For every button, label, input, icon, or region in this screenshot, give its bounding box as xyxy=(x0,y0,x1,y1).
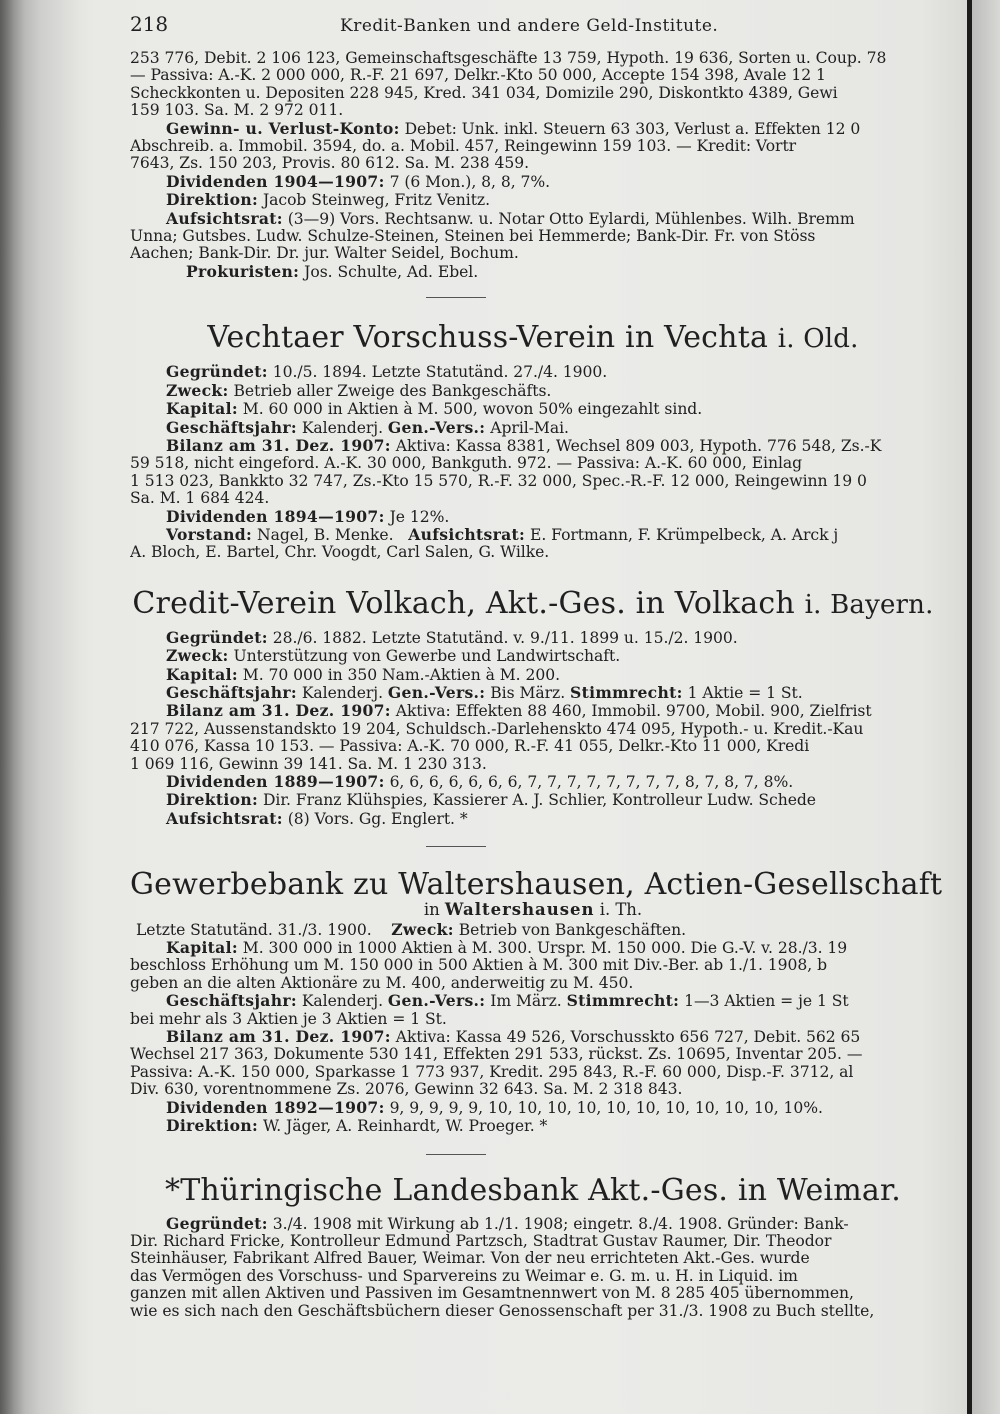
company-title-small: i. Old. xyxy=(777,324,859,355)
kapital-value: M. 300 000 in 1000 Aktien à M. 300. Urspr. M. 150 000. Die G.-V. v. 28./3. 19 xyxy=(242,939,848,958)
kapital-line xyxy=(130,666,936,684)
statut-line xyxy=(130,921,936,939)
stimmrecht-label: Stimmrecht: xyxy=(570,683,683,702)
prokuristen-line xyxy=(130,263,936,281)
body-line: wie es sich nach den Geschäftsbüchern dieser Genossenschaft per 31./3. 1908 zu Buch stellte, xyxy=(130,1302,875,1320)
body-line: 1 069 116, Gewinn 39 141. Sa. M. 1 230 313. xyxy=(130,755,487,773)
genvers-value: Bis März. xyxy=(490,683,566,702)
company-title xyxy=(130,586,936,623)
zweck-label: Zweck: xyxy=(391,920,454,939)
direktion-label: Direktion: xyxy=(166,1117,259,1136)
bilanz-value: Aktiva: Effekten 88 460, Immobil. 9700, Mobil. 900, Zielfrist xyxy=(395,702,872,721)
dividenden-line xyxy=(130,1099,936,1117)
page-number: 218 xyxy=(130,12,169,36)
subtitle-prefix: in xyxy=(423,900,440,920)
company-title xyxy=(130,867,943,903)
company-title xyxy=(130,1173,936,1209)
zweck-value: Betrieb aller Zweige des Bankgeschäfts. xyxy=(233,381,552,400)
body-line: Unna; Gutsbes. Ludw. Schulze-Steinen, Steinen bei Hemmerde; Bank-Dir. Fr. von Stöss xyxy=(130,228,816,246)
zweck-line xyxy=(130,382,936,400)
gegruendet-label: Gegründet: xyxy=(166,1214,268,1233)
running-head xyxy=(130,14,936,50)
body-line: Passiva: A.-K. 150 000, Sparkasse 1 773 937, Kredit. 295 843, R.-F. 60 000, Disp.-F. 3712, al xyxy=(130,1063,854,1081)
section-waltershausen xyxy=(130,867,943,1136)
subtitle-suffix: i. Th. xyxy=(599,900,643,920)
body-line: bei mehr als 3 Aktien je 3 Aktien = 1 St. xyxy=(130,1010,447,1028)
running-head-title: Kredit-Banken und andere Geld-Institute. xyxy=(340,16,719,36)
dividenden-value: 6, 6, 6, 6, 6, 6, 6, 7, 7, 7, 7, 7, 7, 7, 7, 8, 7, 8, 7, 8%. xyxy=(389,773,794,791)
dividenden-line xyxy=(130,773,936,791)
aufsichtsrat-line xyxy=(130,810,936,828)
zweck-line xyxy=(130,647,936,665)
direktion-value: Dir. Franz Klühspies, Kassierer A. J. Schlier, Kontrolleur Ludw. Schede xyxy=(262,791,816,810)
vorstand-line xyxy=(130,526,936,544)
genvers-value: April-Mai. xyxy=(490,418,569,437)
genvers-label: Gen.-Vers.: xyxy=(387,683,486,702)
aufsichtsrat-label: Aufsichtsrat: xyxy=(166,809,283,828)
body-line: Sa. M. 1 684 424. xyxy=(130,490,270,508)
geschaeftsjahr-value: Kalenderj. xyxy=(301,992,383,1011)
genvers-label: Gen.-Vers.: xyxy=(387,992,486,1011)
gegruendet-value: 28./6. 1882. Letzte Statutänd. v. 9./11. 1899 u. 15./2. 1900. xyxy=(272,628,738,647)
aufsichtsrat-value: E. Fortmann, F. Krümpelbeck, A. Arck j xyxy=(530,525,839,544)
section-divider xyxy=(426,1154,486,1155)
gegruendet-label: Gegründet: xyxy=(166,628,268,647)
bilanz-line xyxy=(130,1028,936,1046)
bilanz-label: Bilanz am 31. Dez. 1907: xyxy=(166,436,391,455)
section-divider xyxy=(426,297,486,298)
dividenden-value: 7 (6 Mon.), 8, 8, 7%. xyxy=(389,172,551,191)
dividenden-label: Dividenden 1889—1907: xyxy=(166,773,385,791)
kapital-label: Kapital: xyxy=(166,665,238,684)
bilanz-value: Aktiva: Kassa 49 526, Vorschusskto 656 727, Debit. 562 65 xyxy=(395,1028,861,1047)
section-continuation xyxy=(130,50,936,281)
geschaeftsjahr-line xyxy=(130,992,936,1010)
bilanz-label: Bilanz am 31. Dez. 1907: xyxy=(166,702,391,721)
body-line: Wechsel 217 363, Dokumente 530 141, Effekten 291 533, rückst. Zs. 10695, Inventar 205. — xyxy=(130,1046,863,1064)
gewinn-line xyxy=(130,120,936,138)
subtitle-city: Waltershausen xyxy=(444,900,595,920)
kapital-value: M. 70 000 in 350 Nam.-Aktien à M. 200. xyxy=(242,665,561,684)
zweck-label: Zweck: xyxy=(166,381,229,400)
body-line: das Vermögen des Vorschuss- und Sparvereins zu Weimar e. G. m. u. H. in Liquid. im xyxy=(130,1267,798,1285)
geschaeftsjahr-line xyxy=(130,684,936,702)
dividenden-label: Dividenden 1904—1907: xyxy=(166,172,385,191)
body-line: Abschreib. a. Immobil. 3594, do. a. Mobil. 457, Reingewinn 159 103. — Kredit: Vortr xyxy=(130,138,797,156)
body-line: ganzen mit allen Aktiven und Passiven im Gesamtnennwert von M. 8 285 405 übernommen, xyxy=(130,1285,854,1303)
right-edge-rule xyxy=(967,0,972,1414)
dividenden-label: Dividenden 1894—1907: xyxy=(166,507,385,526)
gewinn-label: Gewinn- u. Verlust-Konto: xyxy=(166,119,400,138)
dividenden-line xyxy=(130,508,936,526)
statut-value: Letzte Statutänd. 31./3. 1900. xyxy=(136,920,372,939)
kapital-line xyxy=(130,400,936,418)
gegruendet-value: 3./4. 1908 mit Wirkung ab 1./1. 1908; eingetr. 8./4. 1908. Gründer: Bank- xyxy=(272,1214,849,1233)
body-line: 253 776, Debit. 2 106 123, Gemeinschaftsgeschäfte 13 759, Hypoth. 19 636, Sorten u. Coup. 78 xyxy=(130,50,887,67)
section-vechtaer xyxy=(130,320,936,561)
direktion-line xyxy=(130,791,936,809)
right-edge-shadow xyxy=(972,0,1000,1414)
body-line: Scheckkonten u. Depositen 228 945, Kred. 341 034, Domizile 290, Diskontkto 4389, Gewi xyxy=(130,84,838,102)
stimmrecht-label: Stimmrecht: xyxy=(566,992,680,1011)
body-line: Aachen; Bank-Dir. Dr. jur. Walter Seidel, Bochum. xyxy=(130,245,519,263)
gegruendet-line xyxy=(130,1215,936,1233)
prokuristen-label: Prokuristen: xyxy=(186,262,300,281)
body-line: 410 076, Kassa 10 153. — Passiva: A.-K. 70 000, R.-F. 41 055, Delkr.-Kto 11 000, Kredi xyxy=(130,738,810,756)
gewinn-value: Debet: Unk. inkl. Steuern 63 303, Verlust a. Effekten 12 0 xyxy=(404,119,861,138)
body-line: Dir. Richard Fricke, Kontrolleur Edmund Partzsch, Stadtrat Gustav Raumer, Dir. Theodor xyxy=(130,1232,832,1250)
zweck-value: Unterstützung von Gewerbe und Landwirtschaft. xyxy=(233,647,621,666)
company-title-main: Gewerbebank zu Waltershausen, Actien-Gesellschaft xyxy=(130,867,943,903)
direktion-label: Direktion: xyxy=(166,191,259,210)
spine-shadow xyxy=(0,0,95,1414)
company-title-small: i. Bayern. xyxy=(804,589,934,620)
body-line: Steinhäuser, Fabrikant Alfred Bauer, Weimar. Von der neu errichteten Akt.-Ges. wurde xyxy=(130,1250,810,1268)
dividenden-value: 9, 9, 9, 9, 9, 10, 10, 10, 10, 10, 10, 10, 10, 10, 10, 10%. xyxy=(389,1098,823,1117)
geschaeftsjahr-value: Kalenderj. xyxy=(301,683,383,702)
body-line: 1 513 023, Bankkto 32 747, Zs.-Kto 15 570, R.-F. 32 000, Spec.-R.-F. 12 000, Reingewinn 19 0 xyxy=(130,472,867,490)
company-title-main: *Thüringische Landesbank Akt.-Ges. in Weimar. xyxy=(165,1172,901,1208)
direktion-value: W. Jäger, A. Reinhardt, W. Proeger. * xyxy=(262,1117,548,1136)
dividenden-value: Je 12%. xyxy=(389,507,450,526)
kapital-label: Kapital: xyxy=(166,400,238,419)
geschaeftsjahr-label: Geschäftsjahr: xyxy=(166,683,297,702)
genvers-label: Gen.-Vers.: xyxy=(387,418,486,437)
aufsichtsrat-label: Aufsichtsrat: xyxy=(166,209,283,228)
direktion-value: Jacob Steinweg, Fritz Venitz. xyxy=(262,191,491,210)
aufsichtsrat-value: (3—9) Vors. Rechtsanw. u. Notar Otto Eylardi, Mühlenbes. Wilh. Bremm xyxy=(287,209,855,228)
prokuristen-value: Jos. Schulte, Ad. Ebel. xyxy=(304,262,479,281)
company-subtitle xyxy=(130,901,936,918)
aufsichtsrat-label: Aufsichtsrat: xyxy=(408,525,526,544)
direktion-label: Direktion: xyxy=(166,791,259,810)
bilanz-line xyxy=(130,702,936,720)
direktion-line xyxy=(130,1117,936,1135)
body-line: 159 103. Sa. M. 2 972 011. xyxy=(130,102,344,120)
body-line: Div. 630, vorentnommene Zs. 2076, Gewinn 32 643. Sa. M. 2 318 843. xyxy=(130,1081,683,1099)
gegruendet-line xyxy=(130,363,936,381)
dividenden-line xyxy=(130,173,936,191)
gegruendet-value: 10./5. 1894. Letzte Statutänd. 27./4. 1900. xyxy=(272,363,608,382)
dividenden-label: Dividenden 1892—1907: xyxy=(166,1098,385,1117)
body-line: 7643, Zs. 150 203, Provis. 80 612. Sa. M. 238 459. xyxy=(130,155,529,173)
gegruendet-line xyxy=(130,629,936,647)
vorstand-value: Nagel, B. Menke. xyxy=(257,525,394,544)
geschaeftsjahr-label: Geschäftsjahr: xyxy=(166,992,297,1011)
kapital-label: Kapital: xyxy=(166,939,238,958)
section-volkach xyxy=(130,586,936,828)
genvers-value: Im März. xyxy=(490,992,562,1011)
gegruendet-label: Gegründet: xyxy=(166,363,268,382)
geschaeftsjahr-label: Geschäftsjahr: xyxy=(166,418,297,437)
stimmrecht-value: 1—3 Aktien = je 1 St xyxy=(684,992,849,1011)
bilanz-value: Aktiva: Kassa 8381, Wechsel 809 003, Hypoth. 776 548, Zs.-K xyxy=(395,436,882,455)
body-line: A. Bloch, E. Bartel, Chr. Voogdt, Carl Salen, G. Wilke. xyxy=(130,544,550,562)
body-line: geben an die alten Aktionäre zu M. 400, anderweitig zu M. 450. xyxy=(130,974,634,992)
company-title-main: Credit-Verein Volkach, Akt.-Ges. in Volkach xyxy=(132,585,795,621)
body-line: 217 722, Aussenstandskto 19 204, Schuldsch.-Darlehenskto 474 095, Hypoth.- u. Kredit.-Kau xyxy=(130,720,864,738)
section-thueringische xyxy=(130,1173,936,1320)
kapital-value: M. 60 000 in Aktien à M. 500, wovon 50% eingezahlt sind. xyxy=(242,400,703,419)
aufsichtsrat-line xyxy=(130,210,936,228)
company-title-main: Vechtaer Vorschuss-Verein in Vechta xyxy=(207,320,769,356)
zweck-value: Betrieb von Bankgeschäften. xyxy=(458,920,686,939)
company-title xyxy=(130,320,936,357)
section-divider xyxy=(426,846,486,847)
zweck-label: Zweck: xyxy=(166,647,229,666)
body-line: — Passiva: A.-K. 2 000 000, R.-F. 21 697, Delkr.-Kto 50 000, Accepte 154 398, Avale 12 1 xyxy=(130,67,826,85)
body-line: 59 518, nicht eingeford. A.-K. 30 000, Bankguth. 972. — Passiva: A.-K. 60 000, Einlag xyxy=(130,455,803,473)
bilanz-label: Bilanz am 31. Dez. 1907: xyxy=(166,1028,391,1047)
stimmrecht-value: 1 Aktie = 1 St. xyxy=(687,683,803,702)
page-content xyxy=(130,12,943,1320)
direktion-line xyxy=(130,191,936,209)
geschaeftsjahr-line xyxy=(130,419,936,437)
bilanz-line xyxy=(130,437,936,455)
geschaeftsjahr-value: Kalenderj. xyxy=(301,418,383,437)
kapital-line xyxy=(130,939,936,957)
vorstand-label: Vorstand: xyxy=(166,525,253,544)
body-line: beschloss Erhöhung um M. 150 000 in 500 Aktien à M. 300 mit Div.-Ber. ab 1./1. 1908, b xyxy=(130,957,828,975)
aufsichtsrat-value: (8) Vors. Gg. Englert. * xyxy=(287,809,468,828)
